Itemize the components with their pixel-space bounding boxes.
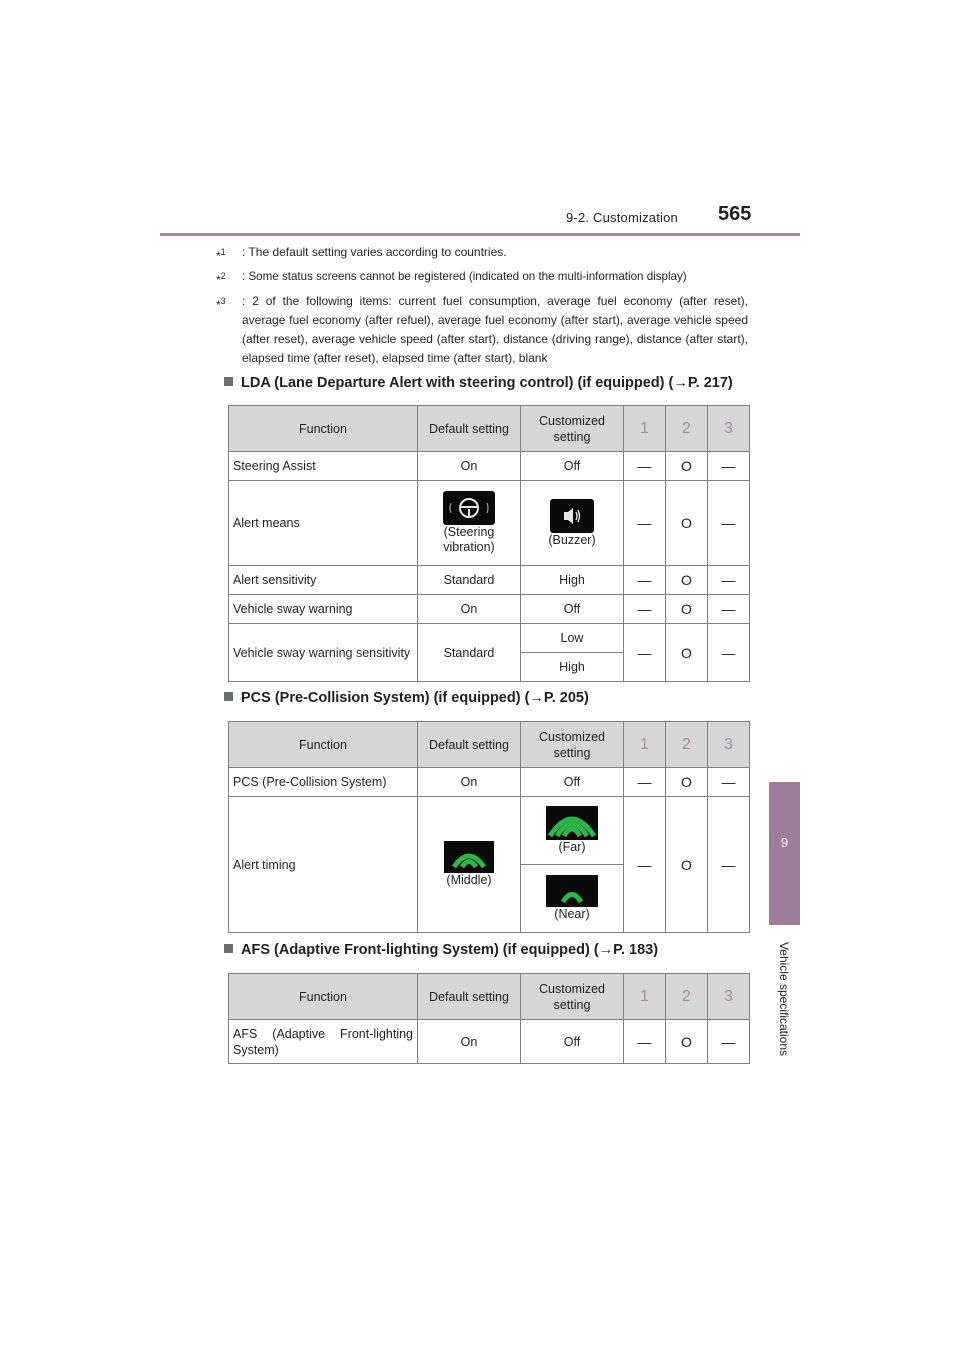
custom-cell: Off [521, 595, 624, 624]
chapter-tab [769, 782, 800, 925]
section-title: 9-2. Customization [566, 210, 678, 225]
custom-cell: Off [521, 1020, 624, 1064]
col3-mark: — [708, 1020, 750, 1064]
function-cell: Steering Assist [229, 452, 418, 481]
lda-table [228, 405, 750, 682]
header-col-3: 3 [708, 406, 750, 452]
table-row [229, 566, 750, 595]
default-cell: On [418, 768, 521, 797]
function-cell: Alert timing [229, 797, 418, 933]
col3-mark: — [708, 624, 750, 682]
default-cell: Standard [418, 566, 521, 595]
col3-mark: — [708, 595, 750, 624]
footnote-text: : The default setting varies according to countries. [242, 245, 507, 259]
function-cell: AFS (Adaptive Front-lighting System) [229, 1020, 418, 1064]
header-col-1: 1 [624, 974, 666, 1020]
col1-mark: — [624, 768, 666, 797]
header-col-2: 2 [666, 406, 708, 452]
function-cell: Alert means [229, 481, 418, 566]
function-cell: Vehicle sway warning sensitivity [229, 624, 418, 682]
custom-cell: (Near) [521, 865, 624, 933]
custom-cell: (Buzzer) [521, 481, 624, 566]
col2-mark: O [666, 768, 708, 797]
custom-cell: (Far) [521, 797, 624, 865]
col2-mark: O [666, 566, 708, 595]
bullet-square-icon [224, 377, 233, 386]
chapter-number: 9 [780, 835, 789, 850]
alert-timing-near-icon [546, 875, 598, 907]
header-function: Function [229, 722, 418, 768]
function-cell: PCS (Pre-Collision System) [229, 768, 418, 797]
header-function: Function [229, 974, 418, 1020]
footnote-text: : Some status screens cannot be registered (indicated on the multi-information display) [242, 270, 687, 283]
table-row [229, 797, 750, 865]
col3-mark: — [708, 481, 750, 566]
col3-mark: — [708, 566, 750, 595]
custom-cell: Off [521, 768, 624, 797]
col1-mark: — [624, 624, 666, 682]
col1-mark: — [624, 481, 666, 566]
header-customized: Customized setting [521, 406, 624, 452]
pcs-table [228, 721, 750, 933]
pcs-section-heading: PCS (Pre-Collision System) (if equipped) (→P. 205) [224, 690, 589, 706]
table-row [229, 481, 750, 566]
steering-wheel-icon [443, 491, 495, 525]
table-row [229, 768, 750, 797]
header-col-2: 2 [666, 974, 708, 1020]
table-row [229, 452, 750, 481]
header-col-3: 3 [708, 974, 750, 1020]
default-cell: (Steering vibration) [418, 481, 521, 566]
header-col-2: 2 [666, 722, 708, 768]
footnote-mark: *$^2$ [216, 271, 226, 287]
footnote-1 [216, 243, 748, 262]
col3-mark: — [708, 797, 750, 933]
header-customized: Customized setting [521, 974, 624, 1020]
default-cell: On [418, 595, 521, 624]
custom-cell: High [521, 566, 624, 595]
header-default: Default setting [418, 722, 521, 768]
table-row [229, 1020, 750, 1064]
function-cell: Vehicle sway warning [229, 595, 418, 624]
footnote-2 [216, 267, 762, 286]
table-header-row [229, 722, 750, 768]
bullet-square-icon [224, 944, 233, 953]
default-cell: On [418, 452, 521, 481]
lda-section-heading: LDA (Lane Departure Alert with steering control) (if equipped) (→P. 217) [224, 375, 733, 391]
header-default: Default setting [418, 406, 521, 452]
footnote-mark: *$^3$ [216, 296, 226, 312]
footnote-mark: *$^1$ [216, 247, 226, 263]
col2-mark: O [666, 595, 708, 624]
bullet-square-icon [224, 692, 233, 701]
footnote-text: : 2 of the following items: current fuel consumption, average fuel economy (after reset), average fuel economy (after refuel), average fuel economy (after start), average vehicle speed (after reset), average vehicle speed (after start), distance (driving range), distance (after start), elapsed time (after reset), elapsed time (after start), blank [242, 294, 748, 365]
header-col-1: 1 [624, 722, 666, 768]
function-cell: Alert sensitivity [229, 566, 418, 595]
afs-section-heading: AFS (Adaptive Front-lighting System) (if equipped) (→P. 183) [224, 942, 658, 958]
col1-mark: — [624, 595, 666, 624]
header-default: Default setting [418, 974, 521, 1020]
col2-mark: O [666, 452, 708, 481]
speaker-icon [550, 499, 594, 533]
default-cell: (Middle) [418, 797, 521, 933]
header-col-3: 3 [708, 722, 750, 768]
col1-mark: — [624, 1020, 666, 1064]
page-number: 565 [718, 203, 752, 225]
col1-mark: — [624, 797, 666, 933]
custom-cell: Low [521, 624, 624, 653]
table-header-row [229, 406, 750, 452]
default-cell: Standard [418, 624, 521, 682]
chapter-label-text: Vehicle specifications [777, 941, 791, 1057]
col3-mark: — [708, 768, 750, 797]
custom-cell: Off [521, 452, 624, 481]
table-row [229, 595, 750, 624]
col3-mark: — [708, 452, 750, 481]
header-customized: Customized setting [521, 722, 624, 768]
alert-timing-far-icon [546, 806, 598, 840]
col2-mark: O [666, 797, 708, 933]
col1-mark: — [624, 452, 666, 481]
alert-timing-middle-icon [444, 841, 494, 873]
afs-table [228, 973, 750, 1064]
col2-mark: O [666, 481, 708, 566]
col2-mark: O [666, 1020, 708, 1064]
col1-mark: — [624, 566, 666, 595]
table-row [229, 624, 750, 653]
col2-mark: O [666, 624, 708, 682]
header-col-1: 1 [624, 406, 666, 452]
header-rule [160, 233, 800, 236]
custom-cell: High [521, 653, 624, 682]
footnote-3 [216, 292, 748, 368]
default-cell: On [418, 1020, 521, 1064]
table-header-row [229, 974, 750, 1020]
header-function: Function [229, 406, 418, 452]
